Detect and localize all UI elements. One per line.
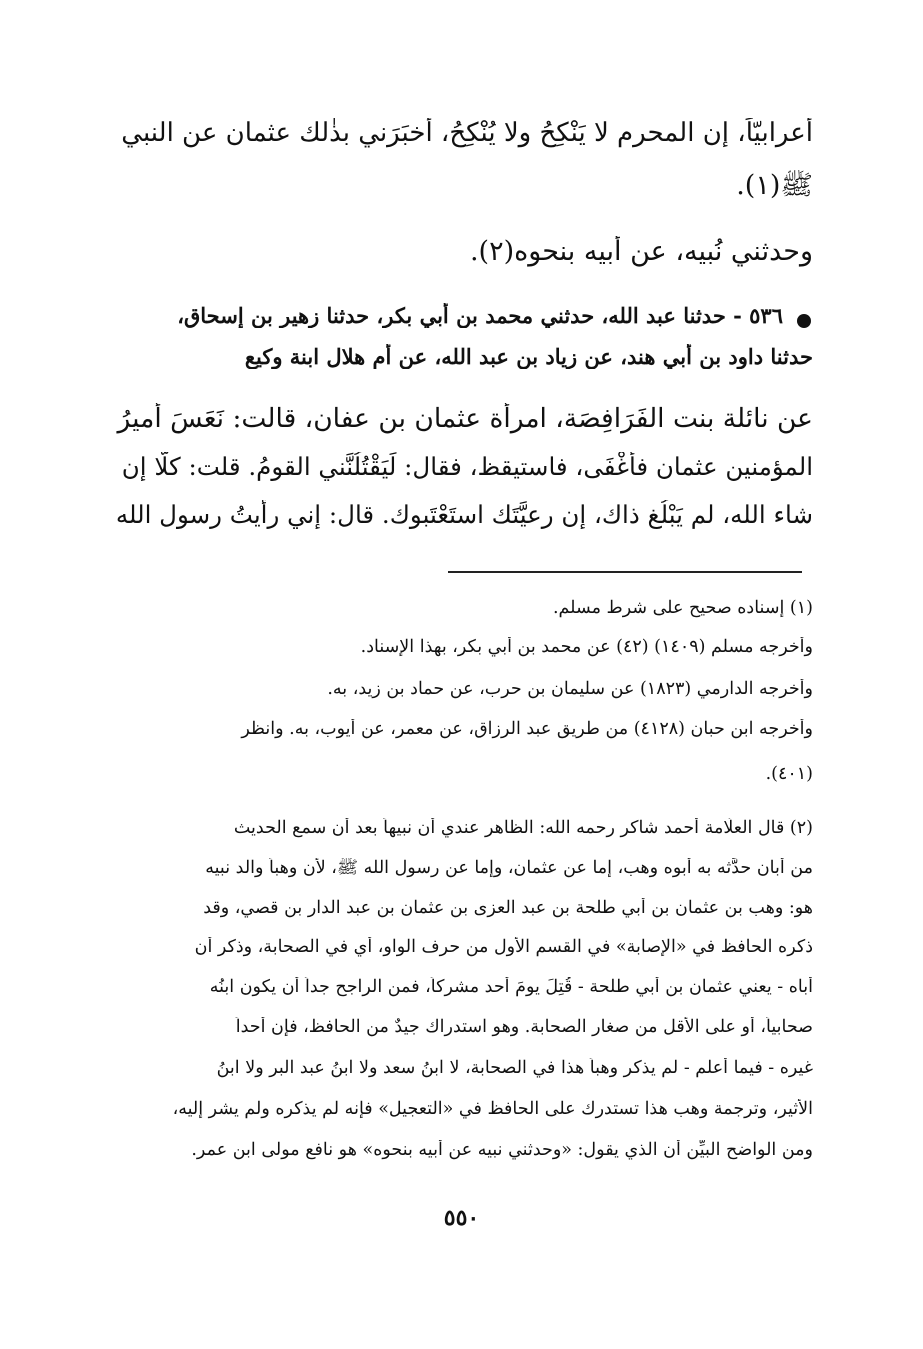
- footnote-2-line-1: (٢) قال العلّامة أحمد شاكر رحمه الله: الظاهر عندي أن نبيهاً بعد أن سمع الحديث: [233, 818, 813, 838]
- main-text-line-8: شاء الله، لم يَبْلُغ ذاك، إن رعيَّتَك استَعْتَبوك. قال: إني رأَيتُ رسول الله: [115, 500, 813, 529]
- footnote-1-line-3: وأخرجه الدارمي (١٨٢٣) عن سليمان بن حرب، عن حماد بن زيد، به.: [327, 679, 813, 699]
- footnote-1-line-2: وأخرجه مسلم (١٤٠٩) (٤٢) عن محمد بن أبي بكر، بهذا الإسناد.: [360, 637, 813, 657]
- footnote-1-line-1: (١) إسناده صحيح على شرط مسلم.: [552, 598, 813, 618]
- hadith-isnad-text-1: حدثنا عبد الله، حدثني محمد بن أَبي بكر، حدثنا زهير بن إِسحاق،: [177, 303, 726, 328]
- hadith-isnad-line-2: حدثنا داود بن أَبي هند، عن زياد بن عبد الله، عن أُم هلال ابنة وكيع: [244, 344, 813, 369]
- footnote-separator: [448, 571, 802, 573]
- hadith-number: ٥٣٦ -: [733, 303, 783, 328]
- footnote-2-line-8: الأثير، وترجمة وهب هذا تستدرك على الحافظ في «التعجيل» فإنه لم يذكره ولم يشر إليه،: [172, 1099, 813, 1119]
- page-number: ٥٥٠: [443, 1205, 480, 1231]
- main-text-line-7: المؤمنين عثمان فأَغْفَى، فاستيقظ، فقال: لَيَقْتُلُنَّني القومُ. قلت: كلَّا إن: [121, 452, 813, 481]
- footnote-2-line-9: ومن الواضح البيِّن أن الذي يقول: «وحدثني نبيه عن أبيه بنحوه» هو نافع مولى ابن عمر.: [191, 1140, 813, 1160]
- footnote-1-line-5: (٤٠١).: [765, 764, 813, 784]
- main-text-line-6: عن نائلة بنت الفَرَافِصَة، امرأة عثمان بن عفان، قالت: نَعَسَ أَميرُ: [117, 403, 813, 434]
- main-text-line-1: أعرابيّاً، إن المحرم لا يَنْكِحُ ولا يُنْكِحُ، أَخبَرَني بذٰلك عثمان عن النبي: [121, 118, 813, 148]
- footnote-2-line-4: ذكره الحافظ في «الإصابة» في القسم الأول من حرف الواو، أي في الصحابة، وذكر أن: [194, 937, 813, 957]
- footnote-2-line-5: أباه - يعني عثمان بن أبي طلحة - قُتِلَ يومَ أحد مشركاً، فمن الراجح جداً أن يكون ابنُه: [209, 977, 813, 997]
- main-text-line-3: وحدثني نُبيه، عن أَبيه بنحوه(٢).: [469, 236, 813, 267]
- hadith-bullet-icon: [797, 314, 811, 328]
- footnote-2-line-7: غيره - فيما أعلم - لم يذكر وهباً هذا في الصحابة، لا ابنُ سعد ولا ابنُ عبد البر ولا ابنُ: [216, 1058, 813, 1078]
- footnote-2-line-6: صحابياً، أو على الأقل من صغار الصحابة. وهو استدراك جيدٌ من الحافظ، فإن أحداً: [235, 1017, 813, 1037]
- footnote-2-line-2: من أبان حدَّثه به أبوه وهب، إما عن عثمان، وإما عن رسول الله ﷺ، لأن وهباً والد نبيه: [205, 858, 813, 878]
- main-text-line-2: ﷺ(١).: [736, 170, 813, 201]
- footnote-1-line-4: وأخرجه ابن حبان (٤١٢٨) من طريق عبد الرزاق، عن معمر، عن أيوب، به. وانظر: [241, 719, 813, 739]
- footnote-2-line-3: هو: وهب بن عثمان بن أبي طلحة بن عبد العزى بن عثمان بن عبد الدار بن قصي، وقد: [203, 898, 813, 918]
- hadith-isnad-line-1: [111, 303, 783, 328]
